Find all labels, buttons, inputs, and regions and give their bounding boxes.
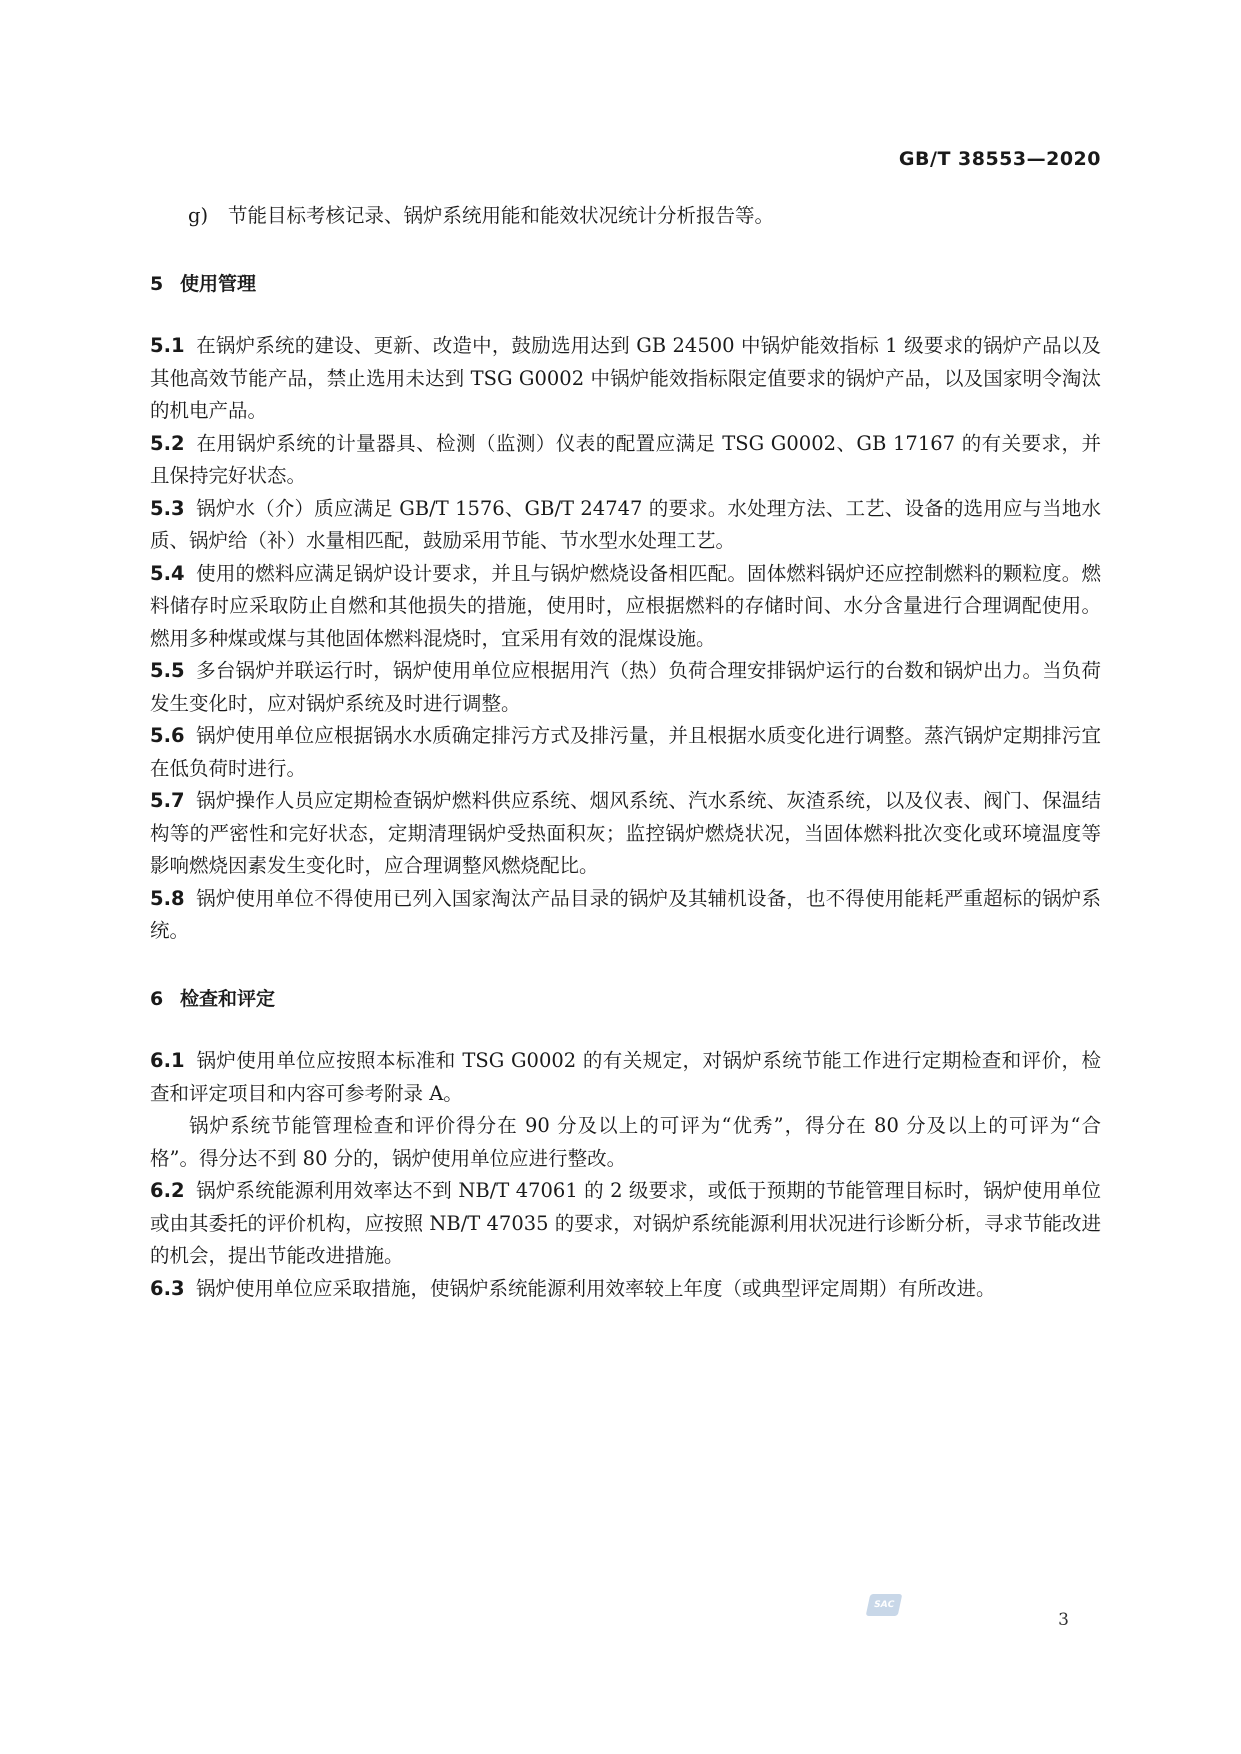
clause-6-2 bbox=[150, 1175, 1101, 1273]
section-heading: 使用管理 bbox=[180, 272, 257, 295]
clause-text: 锅炉使用单位应根据锅水水质确定排污方式及排污量，并且根据水质变化进行调整。蒸汽锅炉定期排污宜在低负荷时进行。 bbox=[150, 724, 1101, 780]
section-6-title bbox=[150, 983, 1101, 1016]
clause-5-1 bbox=[150, 330, 1101, 428]
clause-6-3 bbox=[150, 1273, 1101, 1306]
clause-5-3 bbox=[150, 493, 1101, 558]
clause-number: 6.1 bbox=[150, 1049, 185, 1072]
clause-number: 5.1 bbox=[150, 334, 185, 357]
clause-number: 5.7 bbox=[150, 789, 185, 812]
list-item-label: g) bbox=[188, 204, 209, 227]
clause-5-7 bbox=[150, 785, 1101, 883]
page-number: 3 bbox=[1058, 1610, 1069, 1630]
clause-text: 使用的燃料应满足锅炉设计要求，并且与锅炉燃烧设备相匹配。固体燃料锅炉还应控制燃料的颗粒度。燃料储存时应采取防止自燃和其他损失的措施，使用时，应根据燃料的存储时间、水分含量进行合理调配使用。燃用多种煤或煤与其他固体燃料混烧时，宜采用有效的混煤设施。 bbox=[150, 561, 1101, 650]
clause-text: 锅炉水（介）质应满足 GB/T 1576、GB/T 24747 的要求。水处理方法、工艺、设备的选用应与当地水质、锅炉给（补）水量相匹配，鼓励采用节能、节水型水处理工艺。 bbox=[150, 496, 1101, 552]
clause-number: 5.2 bbox=[150, 431, 185, 455]
section-number: 6 bbox=[150, 987, 164, 1010]
clause-number: 6.2 bbox=[150, 1179, 185, 1202]
clause-text: 在用锅炉系统的计量器具、检测（监测）仪表的配置应满足 TSG G0002、GB 17167 的有关要求，并且保持完好状态。 bbox=[150, 431, 1101, 487]
clause-text: 多台锅炉并联运行时，锅炉使用单位应根据用汽（热）负荷合理安排锅炉运行的台数和锅炉出力。当负荷发生变化时，应对锅炉系统及时进行调整。 bbox=[150, 659, 1101, 715]
clause-text: 锅炉使用单位不得使用已列入国家淘汰产品目录的锅炉及其辅机设备，也不得使用能耗严重超标的锅炉系统。 bbox=[150, 886, 1101, 942]
section-number: 5 bbox=[150, 272, 164, 295]
clause-text: 锅炉使用单位应采取措施，使锅炉系统能源利用效率较上年度（或典型评定周期）有所改进。 bbox=[196, 1276, 996, 1300]
list-item-text: 节能目标考核记录、锅炉系统用能和能效状况统计分析报告等。 bbox=[228, 204, 775, 227]
clause-5-2 bbox=[150, 428, 1101, 493]
clause-number: 5.4 bbox=[150, 561, 185, 585]
document-body bbox=[150, 200, 1101, 1305]
clause-number: 6.3 bbox=[150, 1276, 185, 1300]
clause-text: 锅炉操作人员应定期检查锅炉燃料供应系统、烟风系统、汽水系统、灰渣系统，以及仪表、阀门、保温结构等的严密性和完好状态，定期清理锅炉受热面积灰；监控锅炉燃烧状况，当固体燃料批次变化或环境温度等影响燃烧因素发生变化时，应合理调整风燃烧配比。 bbox=[150, 789, 1101, 877]
clause-5-8 bbox=[150, 883, 1101, 948]
clause-number: 5.3 bbox=[150, 496, 185, 520]
clause-5-5 bbox=[150, 655, 1101, 720]
list-item-g bbox=[150, 200, 1101, 233]
clause-6-1-paragraph: 锅炉系统节能管理检查和评价得分在 90 分及以上的可评为“优秀”，得分在 80 分及以上的可评为“合格”。得分达不到 80 分的，锅炉使用单位应进行整改。 bbox=[150, 1114, 1101, 1170]
section-5-title bbox=[150, 268, 1101, 301]
clause-number: 5.6 bbox=[150, 724, 185, 747]
clause-6-1 bbox=[150, 1045, 1101, 1110]
section-heading: 检查和评定 bbox=[180, 987, 276, 1010]
clause-5-4 bbox=[150, 558, 1101, 656]
clause-number: 5.8 bbox=[150, 886, 185, 910]
sac-watermark-logo: SAC bbox=[866, 1594, 903, 1616]
standard-code: GB/T 38553—2020 bbox=[898, 148, 1101, 170]
clause-text: 在锅炉系统的建设、更新、改造中，鼓励选用达到 GB 24500 中锅炉能效指标 1 级要求的锅炉产品以及其他高效节能产品，禁止选用未达到 TSG G0002 中锅炉能效指标限定值要求的锅炉产品，以及国家明令淘汰的机电产品。 bbox=[150, 334, 1101, 422]
clause-number: 5.5 bbox=[150, 659, 185, 682]
clause-text: 锅炉系统能源利用效率达不到 NB/T 47061 的 2 级要求，或低于预期的节能管理目标时，锅炉使用单位或由其委托的评价机构，应按照 NB/T 47035 的要求，对锅炉系统能源利用状况进行诊断分析，寻求节能改进的机会，提出节能改进措施。 bbox=[150, 1179, 1101, 1267]
clause-5-6 bbox=[150, 720, 1101, 785]
clause-text: 锅炉使用单位应按照本标准和 TSG G0002 的有关规定，对锅炉系统节能工作进行定期检查和评价，检查和评定项目和内容可参考附录 A。 bbox=[150, 1049, 1101, 1105]
